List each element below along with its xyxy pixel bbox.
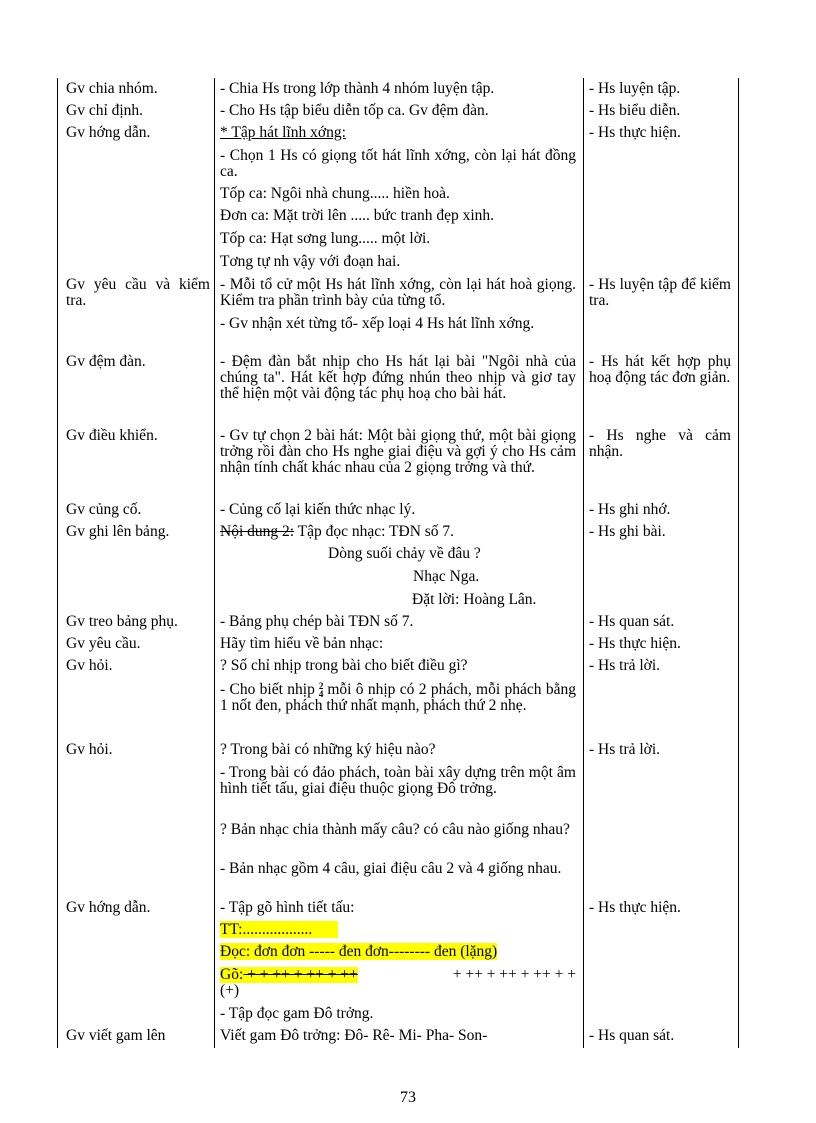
- song-title: Dòng suối chảy về đâu ?: [328, 545, 481, 562]
- teacher-activity: Gv treo bảng phụ.: [66, 613, 178, 630]
- student-activity: - Hs thực hiện.: [589, 899, 681, 916]
- highlighted-text: Đọc: đơn đơn ----- đen đơn-------- đen (lặng): [220, 943, 498, 960]
- rhythm-line: [220, 922, 576, 938]
- teacher-activity: Gv hỏi.: [66, 741, 113, 758]
- student-activity: - Hs trả lời.: [589, 657, 661, 674]
- teacher-activity: Gv hớng dẫn.: [66, 124, 151, 141]
- time-signature-top: 2: [318, 681, 324, 692]
- student-activity: - Hs ghi bài.: [589, 523, 666, 540]
- content-text: Tập đọc nhạc: TĐN số 7.: [294, 523, 455, 540]
- tapping-end: (+): [220, 982, 240, 999]
- content-text: mỗi ô nhịp có 2 phách, mỗi phách bằng 1 nốt đen, phách thứ nhất mạnh, phách thứ 2 nhẹ.: [220, 681, 576, 715]
- content-label: Nội dung 2:: [220, 523, 295, 540]
- lesson-content: - Trong bài có đảo phách, toàn bài xây dựng trên một âm hình tiết tấu, giai điệu thuộc giọng Đô trởng.: [220, 764, 576, 797]
- teacher-activity: Gv yêu cầu.: [66, 635, 141, 652]
- tapping-label: Gõ:: [220, 966, 244, 983]
- lesson-content: Tơng tự nh vậy với đoạn hai.: [220, 253, 401, 270]
- content-text: - Cho biết nhịp: [220, 681, 315, 698]
- lesson-content: [220, 682, 576, 714]
- student-activity: - Hs ghi nhớ.: [589, 501, 671, 518]
- time-signature-bottom: 4: [318, 689, 324, 700]
- table-border-left: [57, 78, 58, 1048]
- time-signature: [319, 682, 324, 698]
- student-activity: - Hs thực hiện.: [589, 635, 681, 652]
- section-heading: * Tập hát lĩnh xớng:: [220, 124, 346, 141]
- tapping-rest: + ++ + ++ + ++ + +: [452, 966, 576, 983]
- lesson-content: - Chia Hs trong lớp thành 4 nhóm luyện tập.: [220, 80, 495, 97]
- lesson-content: - Củng cố lại kiến thức nhạc lý.: [220, 501, 416, 518]
- highlighted-text: TT:..................: [220, 921, 338, 938]
- student-activity: - Hs quan sát.: [589, 1027, 675, 1044]
- lesson-content: Viết gam Đô trởng: Đô- Rê- Mi- Pha- Son-: [220, 1027, 488, 1044]
- teacher-activity: Gv củng cố.: [66, 501, 142, 518]
- teacher-activity: Gv ghi lên bảng.: [66, 523, 170, 540]
- tapping-line: [220, 967, 576, 999]
- student-activity: - Hs nghe và cảm nhận.: [589, 427, 731, 460]
- teacher-activity: Gv hớng dẫn.: [66, 899, 151, 916]
- teacher-activity: Gv chia nhóm.: [66, 80, 158, 97]
- teacher-activity: Gv viết gam lên: [66, 1027, 166, 1044]
- lesson-content: ? Trong bài có những ký hiệu nào?: [220, 741, 436, 758]
- lesson-content: - Bản nhạc gồm 4 câu, giai điệu câu 2 và 4 giống nhau.: [220, 860, 562, 877]
- teacher-activity: Gv điều khiển.: [66, 427, 158, 444]
- table-divider-1: [214, 78, 215, 1048]
- lesson-content: - Cho Hs tập biểu diễn tốp ca. Gv đệm đàn.: [220, 102, 489, 119]
- student-activity: - Hs thực hiện.: [589, 124, 681, 141]
- table-border-right: [738, 78, 739, 1048]
- lesson-content: Tốp ca: Hạt sơng lung..... một lời.: [220, 230, 431, 247]
- table-divider-2: [583, 78, 584, 1048]
- teacher-activity: Gv đệm đàn.: [66, 353, 146, 370]
- lesson-content: Đơn ca: Mặt trời lên ..... bức tranh đẹp xinh.: [220, 207, 495, 224]
- lesson-content: ? Số chỉ nhịp trong bài cho biết điều gì?: [220, 657, 468, 674]
- student-activity: - Hs biểu diễn.: [589, 102, 681, 119]
- lesson-content: ? Bản nhạc chia thành mấy câu? có câu nào giống nhau?: [220, 821, 570, 838]
- lesson-content: - Chọn 1 Hs có giọng tốt hát lĩnh xớng, còn lại hát đồng ca.: [220, 147, 576, 180]
- lesson-content: - Mỗi tổ cử một Hs hát lĩnh xớng, còn lại hát hoà giọng. Kiểm tra phần trình bày của từng tổ.: [220, 276, 576, 309]
- page-number: 73: [400, 1089, 416, 1106]
- teacher-activity: Gv chỉ định.: [66, 102, 144, 119]
- tapping-highlight: + + ++ + ++ + ++: [243, 966, 358, 983]
- student-activity: - Hs hát kết hợp phụ hoạ động tác đơn giản.: [589, 353, 731, 386]
- tapping-pattern: [220, 967, 576, 983]
- lyrics-credit: Đặt lời: Hoàng Lân.: [412, 591, 537, 608]
- lesson-content: - Gv nhận xét từng tổ- xếp loại 4 Hs hát lĩnh xớng.: [220, 315, 535, 332]
- lesson-content: - Gv tự chọn 2 bài hát: Một bài giọng thứ, một bài giọng trởng rồi đàn cho Hs nghe giai điệu và gợi ý cho Hs cảm nhận tính chất khác nhau của 2 giọng trởng và thứ.: [220, 427, 576, 476]
- lesson-content: - Tập gõ hình tiết tấu:: [220, 899, 355, 916]
- teacher-activity: Gv hỏi.: [66, 657, 113, 674]
- lesson-content: - Đệm đàn bắt nhịp cho Hs hát lại bài "Ngôi nhà của chúng ta". Hát kết hợp đứng nhún theo nhịp và giơ tay thể hiện một vài động tác phụ hoạ cho bài hát.: [220, 353, 576, 402]
- student-activity: - Hs trả lời.: [589, 741, 661, 758]
- reading-line: [220, 944, 576, 960]
- highlighted-text: [220, 967, 358, 983]
- music-credit: Nhạc Nga.: [413, 568, 480, 585]
- student-activity: - Hs quan sát.: [589, 613, 675, 630]
- lesson-content: Hãy tìm hiểu về bản nhạc:: [220, 635, 384, 652]
- lesson-content: - Bảng phụ chép bài TĐN số 7.: [220, 613, 414, 630]
- student-activity: - Hs luyện tập.: [589, 80, 681, 97]
- lesson-content: [220, 524, 576, 540]
- student-activity: - Hs luyện tập để kiểm tra.: [589, 276, 731, 309]
- teacher-activity: Gv yêu cầu và kiểm tra.: [66, 276, 210, 309]
- lesson-content: Tốp ca: Ngôi nhà chung..... hiền hoà.: [220, 185, 450, 202]
- lesson-content: - Tập đọc gam Đô trởng.: [220, 1005, 374, 1022]
